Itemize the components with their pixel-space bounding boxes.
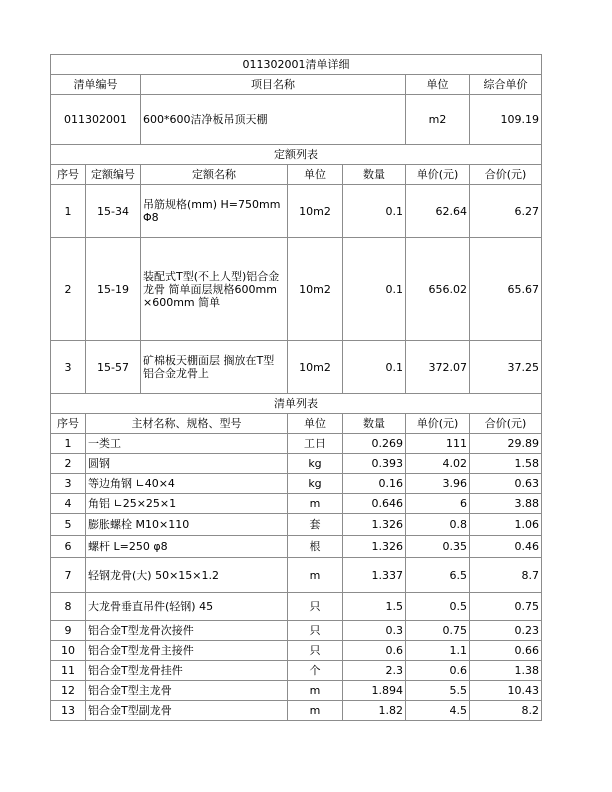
material-section <box>51 394 542 721</box>
material-price: 6 <box>406 494 470 514</box>
material-row <box>51 621 542 641</box>
material-name: 角铝 ∟25×25×1 <box>86 494 288 514</box>
material-total: 0.63 <box>470 474 542 494</box>
quota-code: 15-19 <box>86 238 141 341</box>
material-total: 29.89 <box>470 434 542 454</box>
material-row <box>51 593 542 621</box>
material-no: 12 <box>51 681 86 701</box>
quota-header-row <box>51 165 542 185</box>
material-price: 1.1 <box>406 641 470 661</box>
table-title: 011302001清单详细 <box>51 55 542 75</box>
material-no: 8 <box>51 593 86 621</box>
quota-row <box>51 238 542 341</box>
material-name: 圆钢 <box>86 454 288 474</box>
material-qty: 0.393 <box>343 454 406 474</box>
material-no: 4 <box>51 494 86 514</box>
material-total: 1.58 <box>470 454 542 474</box>
material-price: 0.8 <box>406 514 470 536</box>
quota-section-title: 定额列表 <box>51 145 542 165</box>
material-section-title: 清单列表 <box>51 394 542 414</box>
material-price: 5.5 <box>406 681 470 701</box>
material-header-row <box>51 414 542 434</box>
material-row <box>51 536 542 558</box>
material-price: 111 <box>406 434 470 454</box>
quota-price: 372.07 <box>406 341 470 394</box>
material-unit: kg <box>288 454 343 474</box>
material-unit: 根 <box>288 536 343 558</box>
material-total: 10.43 <box>470 681 542 701</box>
quota-no: 1 <box>51 185 86 238</box>
material-total: 0.23 <box>470 621 542 641</box>
quota-qty: 0.1 <box>343 185 406 238</box>
material-qty: 1.5 <box>343 593 406 621</box>
material-unit: 只 <box>288 621 343 641</box>
bill-unit-price-header: 综合单价 <box>470 75 542 95</box>
material-qty: 0.269 <box>343 434 406 454</box>
material-qty: 0.3 <box>343 621 406 641</box>
material-name: 一类工 <box>86 434 288 454</box>
material-name: 铝合金T型主龙骨 <box>86 681 288 701</box>
material-no: 1 <box>51 434 86 454</box>
material-no: 11 <box>51 661 86 681</box>
material-qty-header: 数量 <box>343 414 406 434</box>
quota-total: 37.25 <box>470 341 542 394</box>
bill-name-header: 项目名称 <box>141 75 406 95</box>
material-unit: 个 <box>288 661 343 681</box>
material-total: 3.88 <box>470 494 542 514</box>
material-price: 4.02 <box>406 454 470 474</box>
material-no: 7 <box>51 558 86 593</box>
quota-unit: 10m2 <box>288 341 343 394</box>
material-no: 13 <box>51 701 86 721</box>
material-price: 0.75 <box>406 621 470 641</box>
material-row <box>51 434 542 454</box>
material-row <box>51 494 542 514</box>
material-name: 铝合金T型龙骨主接件 <box>86 641 288 661</box>
material-qty: 2.3 <box>343 661 406 681</box>
quota-name: 装配式T型(不上人型)铝合金龙骨 简单面层规格600mm×600mm 简单 <box>141 238 288 341</box>
material-unit: kg <box>288 474 343 494</box>
material-price: 0.5 <box>406 593 470 621</box>
material-no-header: 序号 <box>51 414 86 434</box>
material-name: 等边角钢 ∟40×4 <box>86 474 288 494</box>
quota-qty-header: 数量 <box>343 165 406 185</box>
material-qty: 0.16 <box>343 474 406 494</box>
material-row <box>51 474 542 494</box>
material-name: 铝合金T型龙骨挂件 <box>86 661 288 681</box>
material-no: 9 <box>51 621 86 641</box>
material-total: 8.2 <box>470 701 542 721</box>
material-row <box>51 558 542 593</box>
quota-total-header: 合价(元) <box>470 165 542 185</box>
quota-name: 矿棉板天棚面层 搁放在T型铝合金龙骨上 <box>141 341 288 394</box>
material-unit: 套 <box>288 514 343 536</box>
material-row <box>51 641 542 661</box>
bill-unit-header: 单位 <box>406 75 470 95</box>
bill-unit: m2 <box>406 95 470 145</box>
material-qty: 1.337 <box>343 558 406 593</box>
bill-row <box>51 95 542 145</box>
quota-row <box>51 341 542 394</box>
material-name-header: 主材名称、规格、型号 <box>86 414 288 434</box>
material-total: 8.7 <box>470 558 542 593</box>
quota-total: 65.67 <box>470 238 542 341</box>
material-row <box>51 701 542 721</box>
quota-price: 62.64 <box>406 185 470 238</box>
quota-code-header: 定额编号 <box>86 165 141 185</box>
material-qty: 1.326 <box>343 536 406 558</box>
quota-no: 3 <box>51 341 86 394</box>
quota-total: 6.27 <box>470 185 542 238</box>
quota-unit-header: 单位 <box>288 165 343 185</box>
bill-unit-price: 109.19 <box>470 95 542 145</box>
bill-name: 600*600洁净板吊顶天棚 <box>141 95 406 145</box>
material-row <box>51 454 542 474</box>
material-name: 螺杆 L=250 φ8 <box>86 536 288 558</box>
quota-no: 2 <box>51 238 86 341</box>
material-price-header: 单价(元) <box>406 414 470 434</box>
material-no: 10 <box>51 641 86 661</box>
material-unit: 只 <box>288 641 343 661</box>
material-name: 大龙骨垂直吊件(轻钢) 45 <box>86 593 288 621</box>
material-qty: 1.894 <box>343 681 406 701</box>
material-qty: 0.646 <box>343 494 406 514</box>
bill-header-row <box>51 75 542 95</box>
material-name: 铝合金T型副龙骨 <box>86 701 288 721</box>
material-unit: 工日 <box>288 434 343 454</box>
material-total: 0.75 <box>470 593 542 621</box>
material-price: 4.5 <box>406 701 470 721</box>
material-qty: 1.82 <box>343 701 406 721</box>
material-name: 轻钢龙骨(大) 50×15×1.2 <box>86 558 288 593</box>
material-unit: m <box>288 494 343 514</box>
material-name: 膨胀螺栓 M10×110 <box>86 514 288 536</box>
bill-section <box>51 55 542 145</box>
material-price: 0.6 <box>406 661 470 681</box>
material-row <box>51 681 542 701</box>
material-row <box>51 661 542 681</box>
quota-qty: 0.1 <box>343 238 406 341</box>
quota-no-header: 序号 <box>51 165 86 185</box>
material-name: 铝合金T型龙骨次接件 <box>86 621 288 641</box>
material-total-header: 合价(元) <box>470 414 542 434</box>
quota-code: 15-57 <box>86 341 141 394</box>
material-price: 6.5 <box>406 558 470 593</box>
quota-code: 15-34 <box>86 185 141 238</box>
material-no: 2 <box>51 454 86 474</box>
material-unit-header: 单位 <box>288 414 343 434</box>
material-total: 0.66 <box>470 641 542 661</box>
material-total: 0.46 <box>470 536 542 558</box>
quota-price: 656.02 <box>406 238 470 341</box>
bill-code-header: 清单编号 <box>51 75 141 95</box>
material-total: 1.06 <box>470 514 542 536</box>
bill-detail-table <box>50 54 542 721</box>
quota-unit: 10m2 <box>288 238 343 341</box>
material-qty: 1.326 <box>343 514 406 536</box>
material-unit: 只 <box>288 593 343 621</box>
material-unit: m <box>288 558 343 593</box>
material-price: 3.96 <box>406 474 470 494</box>
material-no: 3 <box>51 474 86 494</box>
bill-code: 011302001 <box>51 95 141 145</box>
quota-name-header: 定额名称 <box>141 165 288 185</box>
material-no: 5 <box>51 514 86 536</box>
quota-section <box>51 145 542 394</box>
quota-unit: 10m2 <box>288 185 343 238</box>
material-unit: m <box>288 681 343 701</box>
material-price: 0.35 <box>406 536 470 558</box>
quota-name: 吊筋规格(mm) H=750mm Φ8 <box>141 185 288 238</box>
material-total: 1.38 <box>470 661 542 681</box>
quota-price-header: 单价(元) <box>406 165 470 185</box>
quota-row <box>51 185 542 238</box>
material-unit: m <box>288 701 343 721</box>
quota-qty: 0.1 <box>343 341 406 394</box>
material-no: 6 <box>51 536 86 558</box>
material-qty: 0.6 <box>343 641 406 661</box>
material-row <box>51 514 542 536</box>
